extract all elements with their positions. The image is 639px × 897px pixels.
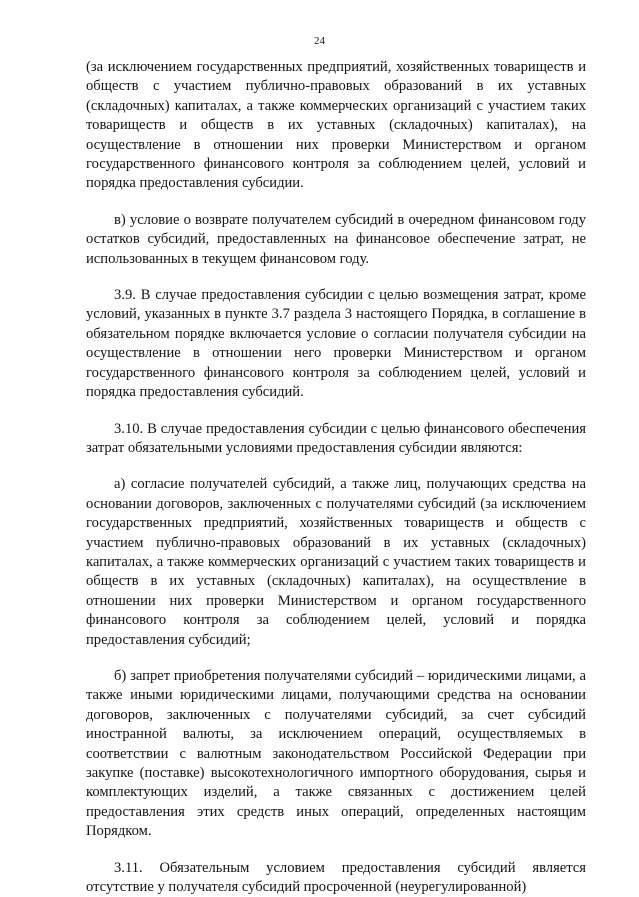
- document-body: [86, 58, 586, 897]
- paragraph-item-b: б) запрет приобретения получателями субсидий – юридическими лицами, а также иными юридическими лицами, получающими средства на основании договоров, заключенных с получателями субсидий, за счет субсидий иностранной валюты, за исключением операций, осуществляемых в соответствии с валютным законодательством Российской Федерации при закупке (поставке) высокотехнологичного импортного оборудования, сырья и комплектующих изделий, а также связанных с достижением целей предоставления этих средств иных операций, определенных настоящим Порядком.: [86, 667, 586, 840]
- paragraph-3-9: 3.9. В случае предоставления субсидии с целью возмещения затрат, кроме условий, указанных в пункте 3.7 раздела 3 настоящего Порядка, в соглашение в обязательном порядке включается условие о согласии получателя субсидии на осуществление в отношении него проверки Министерством и органом государственного финансового контроля за соблюдением целей, условий и порядка предоставления субсидий.: [86, 287, 586, 401]
- paragraph-item-v: в) условие о возврате получателем субсидий в очередном финансовом году остатков субсидий, предоставленных на финансовое обеспечение затрат, не использованных в текущем финансовом году.: [86, 211, 586, 267]
- paragraph-continuation: (за исключением государственных предприятий, хозяйственных товариществ и обществ с участием публично-правовых образований в их уставных (складочных) капиталах, а также коммерческих организаций с участием таких товариществ и обществ в их уставных (складочных) капиталах), на осуществление в отношении них проверки Министерством и органом государственного финансового контроля за соблюдением целей, условий и порядка предоставления субсидии.: [86, 59, 586, 192]
- paragraph-item-a: а) согласие получателей субсидий, а также лиц, получающих средства на основании договоров, заключенных с получателями субсидий (за исключением государственных предприятий, хозяйственных товариществ и обществ с участием публично-правовых образований в их уставных (складочных) капиталах, а также коммерческих организаций с участием таких товариществ и обществ в их уставных (складочных) капиталах), на осуществление в отношении них проверки Министерством и органом государственного финансового контроля за соблюдением целей, условий и порядка предоставления субсидий;: [86, 476, 586, 648]
- paragraph-3-10: 3.10. В случае предоставления субсидии с целью финансового обеспечения затрат обязательными условиями предоставления субсидии являются:: [86, 420, 586, 456]
- paragraph-3-11: 3.11. Обязательным условием предоставления субсидий является отсутствие у получателя субсидий просроченной (неурегулированной): [86, 859, 586, 896]
- page-number: 24: [314, 35, 325, 47]
